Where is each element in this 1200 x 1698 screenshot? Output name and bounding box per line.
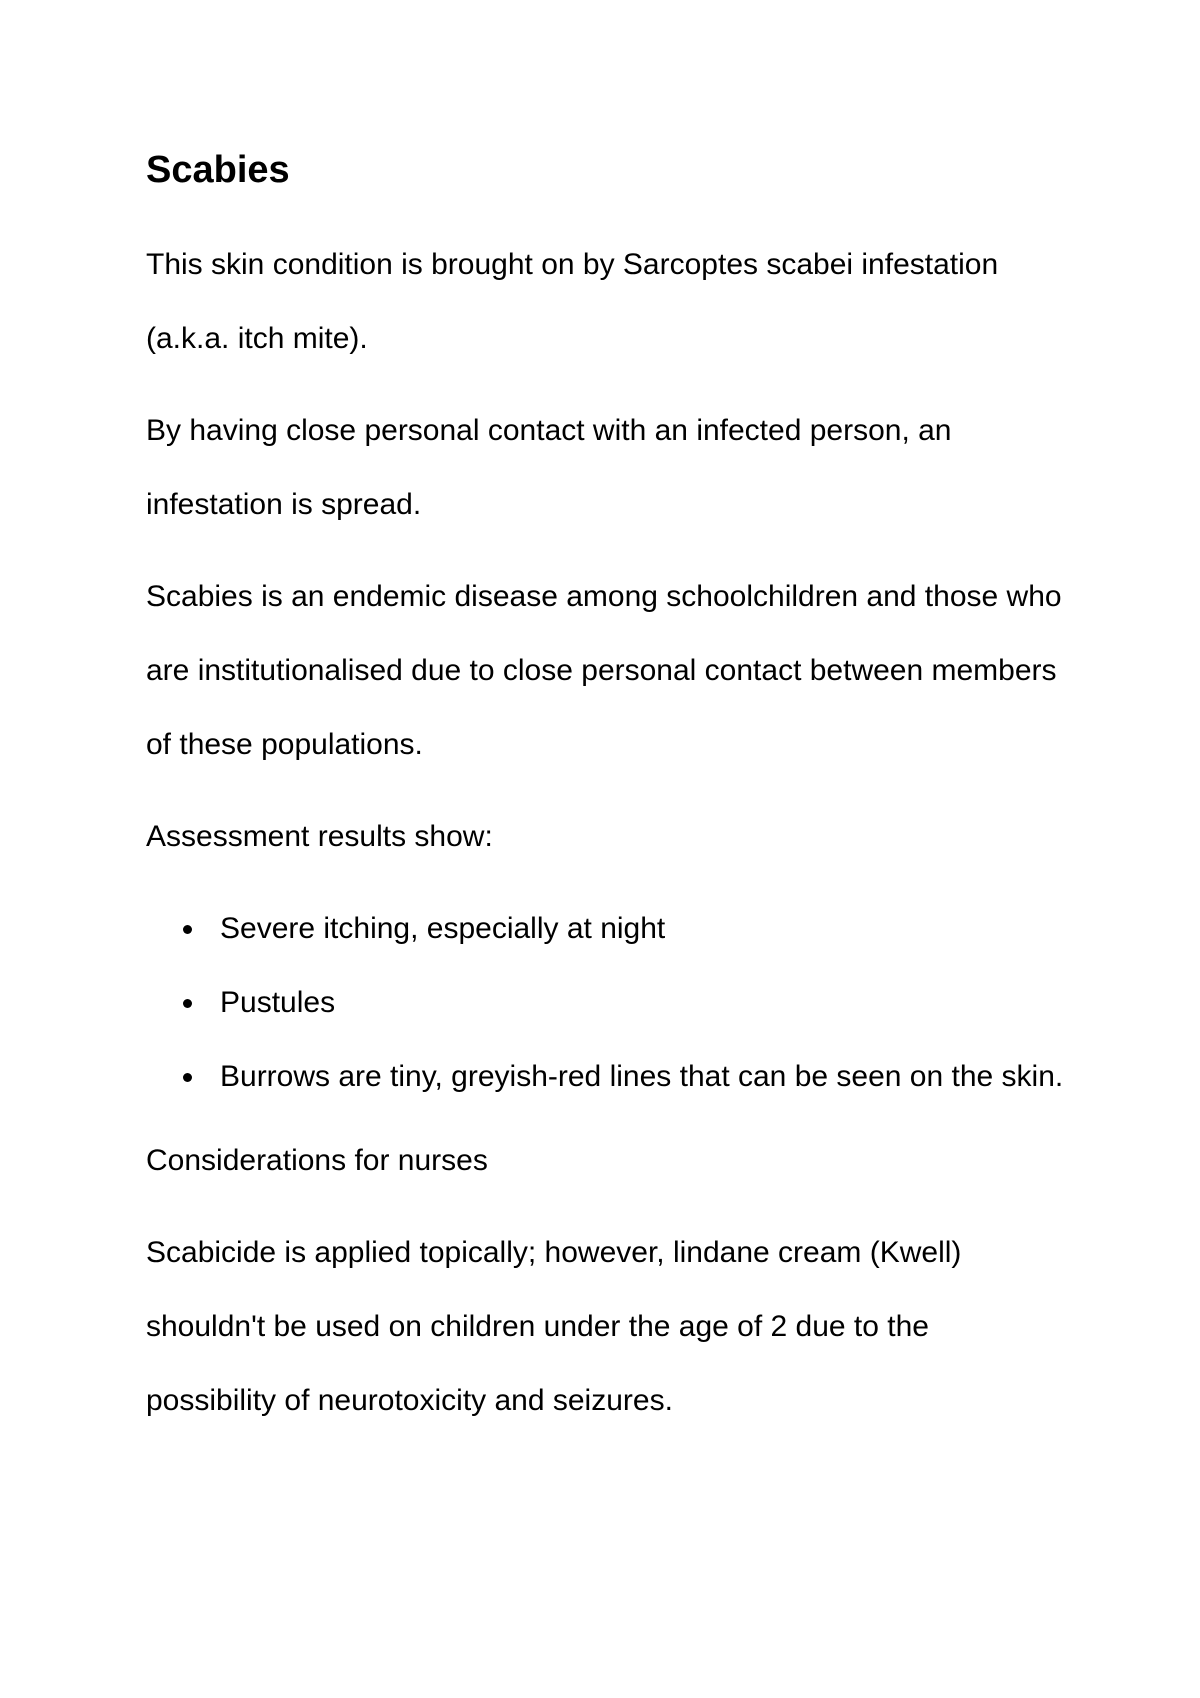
bullet-icon	[183, 925, 192, 934]
document-content	[146, 140, 1066, 1456]
list-item	[146, 966, 1066, 1040]
paragraph-considerations-heading: Considerations for nurses	[146, 1144, 488, 1177]
paragraph-endemic: Scabies is an endemic disease among schoolchildren and those who are institutionalised due to close personal contact between members of these populations.	[146, 580, 1062, 761]
paragraph-treatment: Scabicide is applied topically; however, lindane cream (Kwell) shouldn't be used on children under the age of 2 due to the possibility of neurotoxicity and seizures.	[146, 1236, 962, 1417]
assessment-list	[146, 892, 1066, 1114]
bullet-icon	[183, 1073, 192, 1082]
list-item	[146, 1040, 1066, 1114]
list-item-text: Burrows are tiny, greyish-red lines that can be seen on the skin.	[220, 1060, 1064, 1093]
bullet-icon	[183, 999, 192, 1008]
paragraph-cause: This skin condition is brought on by Sarcoptes scabei infestation (a.k.a. itch mite).	[146, 248, 999, 355]
list-item-text: Severe itching, especially at night	[220, 912, 666, 945]
paragraph-assessment-intro: Assessment results show:	[146, 820, 493, 853]
list-item-text: Pustules	[220, 986, 336, 1019]
paragraph-spread: By having close personal contact with an infected person, an infestation is spread.	[146, 414, 952, 521]
list-item	[146, 892, 1066, 966]
page-title: Scabies	[146, 149, 290, 191]
